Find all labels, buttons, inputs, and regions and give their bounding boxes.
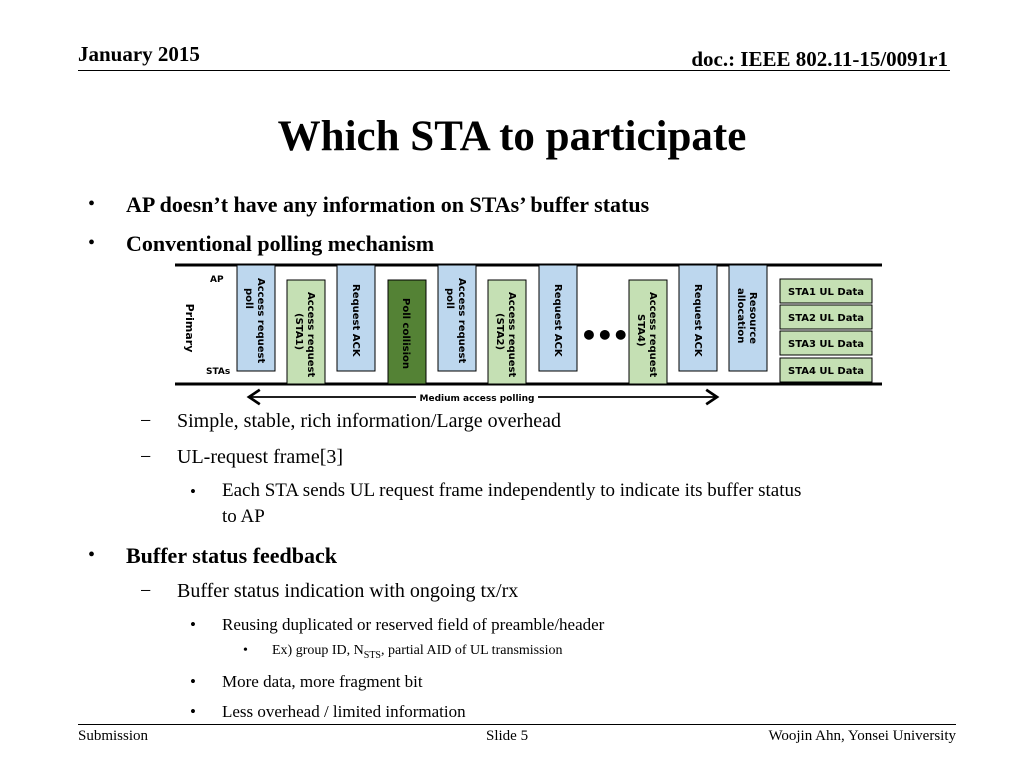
frame-poll-collision <box>388 280 426 384</box>
sub-bullet-simple-stable: Simple, stable, rich information/Large overhead <box>177 410 561 432</box>
svg-text:STA3 UL Data: STA3 UL Data <box>788 339 864 350</box>
bullet-marker: • <box>190 615 196 634</box>
bullet-marker: • <box>190 482 196 501</box>
frame-request-ack-2 <box>539 265 577 371</box>
frame-request-ack-3 <box>679 265 717 371</box>
sta4-ul-data-block <box>780 358 872 382</box>
sub-sub-sub-bullet-group-id: Ex) group ID, $N_{STS}$, partial AID of UL transmission <box>272 643 563 661</box>
svg-text:Resource: Resource <box>747 292 758 345</box>
svg-text:Access request: Access request <box>456 278 467 364</box>
sub-sub-bullet-each-sta-cont: to AP <box>222 506 265 527</box>
bullet-marker: • <box>190 702 196 721</box>
frame-access-request-sta4 <box>629 280 667 384</box>
frame-access-request-poll-1 <box>237 265 275 371</box>
svg-text:Access request: Access request <box>647 292 658 378</box>
svg-text:Request ACK: Request ACK <box>350 284 361 357</box>
header-doc-id: doc.: IEEE 802.11-15/0091r1 <box>691 47 948 71</box>
frame-access-request-sta2 <box>488 280 526 384</box>
svg-text:Request ACK: Request ACK <box>552 284 563 357</box>
bullet-marker: • <box>88 193 96 215</box>
ap-label: AP <box>210 275 224 285</box>
footer-submission: Submission <box>78 728 149 744</box>
header-divider <box>78 70 950 71</box>
primary-label: Primary <box>183 303 196 353</box>
sub-sub-bullet-each-sta: Each STA sends UL request frame independently to indicate its buffer status <box>222 480 802 501</box>
sta3-ul-data-block <box>780 331 872 355</box>
svg-text:Request ACK: Request ACK <box>692 284 703 357</box>
frame-resource-allocation <box>729 265 767 371</box>
svg-text:Access request: Access request <box>305 292 316 378</box>
dash-marker: − <box>140 446 152 468</box>
bullet-marker: • <box>88 232 96 254</box>
sub-sub-bullet-less-overhead: Less overhead / limited information <box>222 702 466 721</box>
bullet-marker: • <box>88 544 96 566</box>
sub-bullet-ul-request-frame: UL-request frame[3] <box>177 446 344 468</box>
svg-text:STA2 UL Data: STA2 UL Data <box>788 313 864 324</box>
footer-author: Woojin Ahn, Yonsei University <box>768 728 956 744</box>
bullet-marker: • <box>190 672 196 691</box>
slide-title: Which STA to participate <box>277 113 747 160</box>
footer-slide-number: Slide 5 <box>486 728 529 744</box>
header-date: January 2015 <box>78 42 200 66</box>
bullet-buffer-status-feedback: Buffer status feedback <box>126 543 338 568</box>
svg-text:(STA2): (STA2) <box>494 313 505 351</box>
sta2-ul-data-block <box>780 305 872 329</box>
bullet-marker: • <box>243 643 248 658</box>
sta1-ul-data-block <box>780 279 872 303</box>
svg-text:STA1 UL Data: STA1 UL Data <box>788 287 864 298</box>
ellipsis: ••• <box>580 319 628 352</box>
svg-text:allocation: allocation <box>735 288 746 344</box>
sub-bullet-buffer-indication: Buffer status indication with ongoing tx/rx <box>177 580 519 602</box>
nsts-subscript: STS <box>363 649 381 661</box>
svg-text:STA4 UL Data: STA4 UL Data <box>788 366 864 377</box>
svg-text:Poll collision: Poll collision <box>400 298 411 369</box>
stas-label: STAs <box>206 367 231 377</box>
frame-request-ack-1 <box>337 265 375 371</box>
svg-text:STA4): STA4) <box>635 314 646 347</box>
bullet-polling: Conventional polling mechanism <box>126 231 435 256</box>
svg-text:(STA1): (STA1) <box>293 313 304 351</box>
svg-text:poll: poll <box>444 288 455 309</box>
dash-marker: − <box>140 410 152 432</box>
svg-text:Access request: Access request <box>506 292 517 378</box>
svg-text:poll: poll <box>243 288 254 309</box>
frame-access-request-poll-2 <box>438 265 476 371</box>
polling-diagram <box>170 258 890 408</box>
frame-access-request-sta1 <box>287 280 325 384</box>
svg-text:Access request: Access request <box>255 278 266 364</box>
medium-access-polling-label: Medium access polling <box>419 394 535 404</box>
sub-sub-bullet-reusing-field: Reusing duplicated or reserved field of preamble/header <box>222 615 605 634</box>
sub-sub-bullet-more-data: More data, more fragment bit <box>222 672 423 691</box>
dash-marker: − <box>140 580 152 602</box>
footer-divider <box>78 724 956 725</box>
bullet-ap-info: AP doesn’t have any information on STAs’ buffer status <box>126 192 650 217</box>
